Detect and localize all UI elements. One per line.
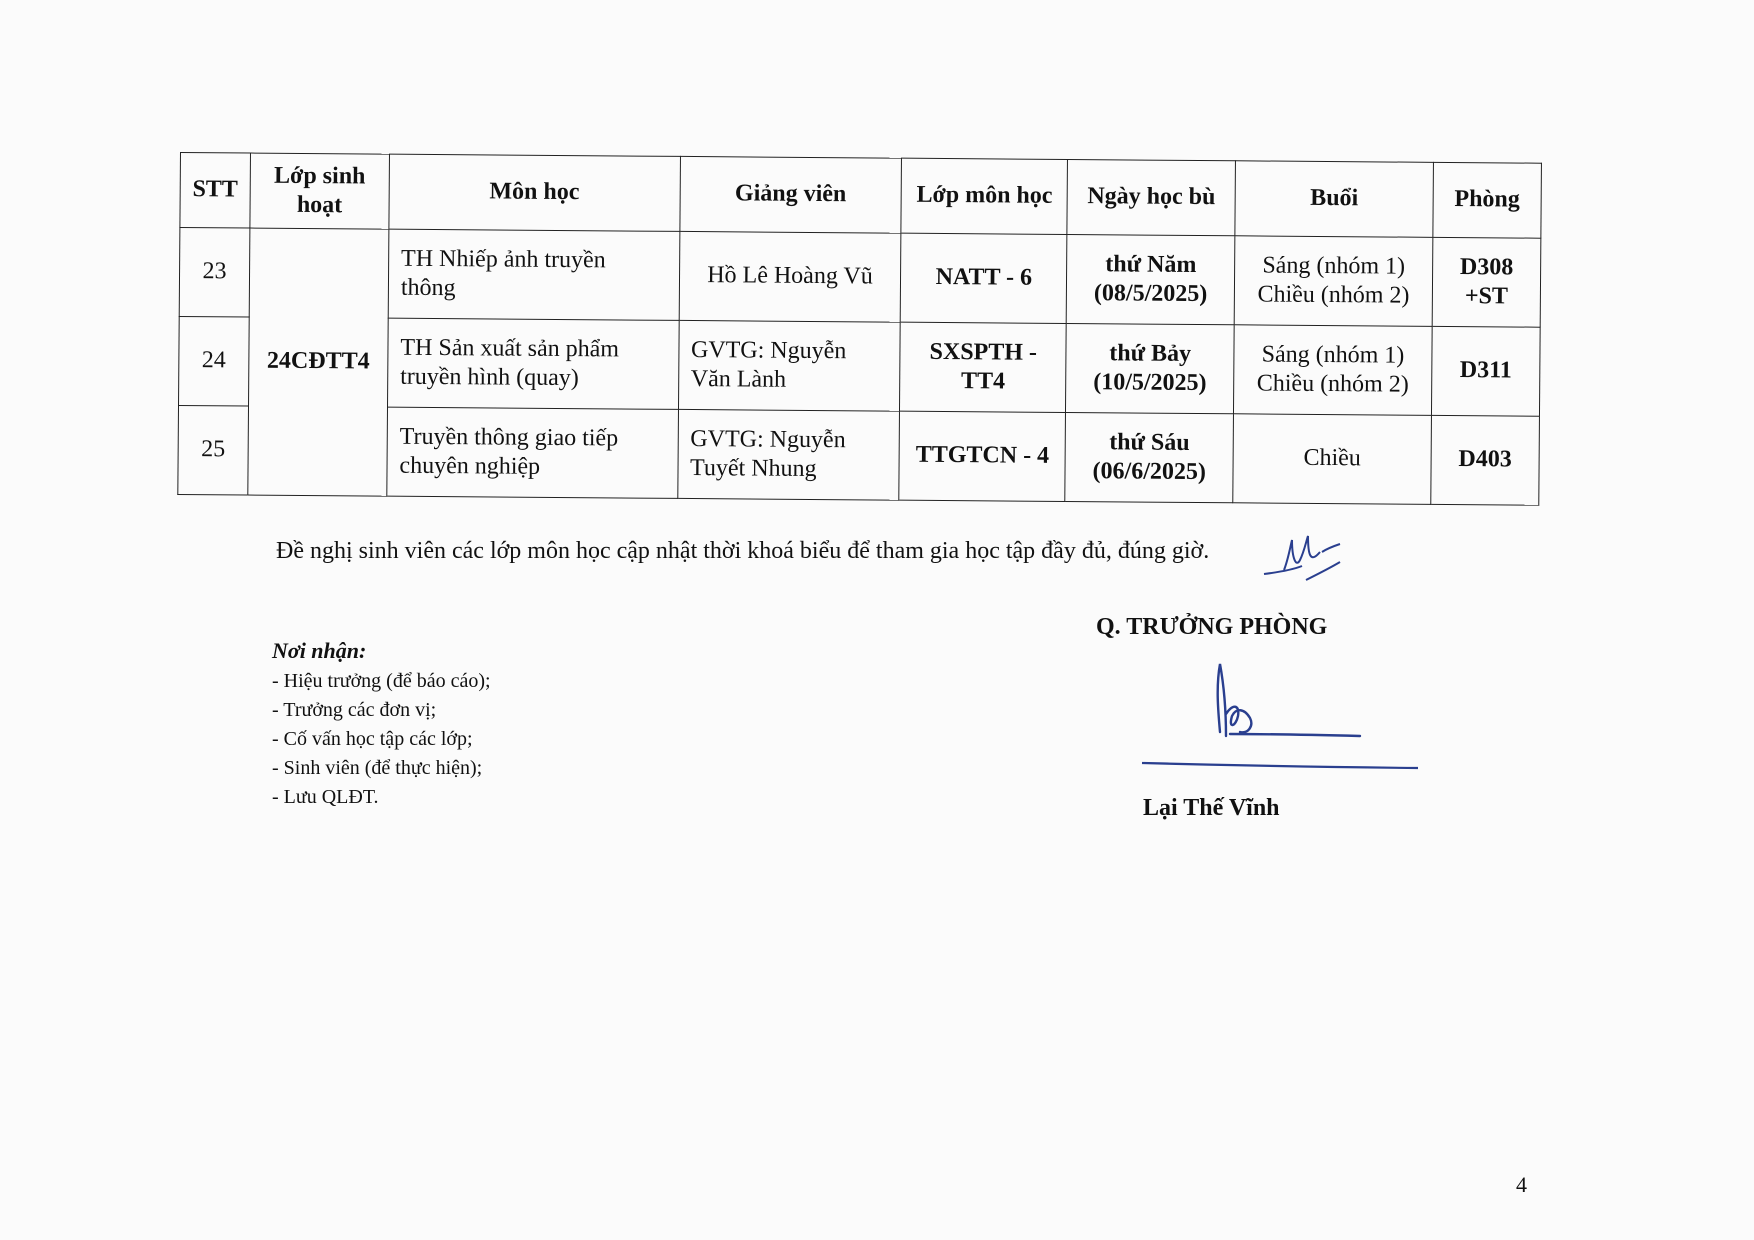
handwritten-signature xyxy=(1140,650,1430,780)
subject-line: chuyên nghiệp xyxy=(399,452,541,480)
cell-course-class xyxy=(900,322,1067,412)
makeup-day: thứ Bảy xyxy=(1109,340,1192,367)
initials-signature xyxy=(1262,530,1342,590)
cell-stt: 23 xyxy=(179,228,250,318)
header-session: Buổi xyxy=(1235,161,1433,238)
cell-course-class xyxy=(901,233,1068,323)
makeup-date: (10/5/2025) xyxy=(1093,369,1207,397)
cell-subject xyxy=(388,229,679,320)
course-line: TTGTCN - 4 xyxy=(915,442,1050,470)
signer-name: Lại Thế Vĩnh xyxy=(1143,795,1280,821)
session-line: Chiều xyxy=(1303,445,1361,472)
cell-lecturer xyxy=(677,409,899,500)
lecturer-line: GVTG: Nguyễn xyxy=(690,336,847,364)
cell-room xyxy=(1431,326,1540,416)
course-line: NATT - 6 xyxy=(935,264,1033,292)
cell-session xyxy=(1234,236,1432,327)
header-subject: Môn học xyxy=(389,154,680,231)
course-line: SXSPTH - xyxy=(929,338,1038,366)
room-line: D403 xyxy=(1458,446,1512,473)
header-lecturer: Giảng viên xyxy=(679,156,901,233)
lecturer-line: Tuyết Nhung xyxy=(690,455,817,483)
cell-makeup-date xyxy=(1066,234,1235,324)
recipients-title: Nơi nhận: xyxy=(272,638,367,663)
recipient-item: - Trưởng các đơn vị; xyxy=(272,699,437,721)
page-number: 4 xyxy=(1516,1172,1527,1197)
subject-line: thông xyxy=(400,274,456,302)
subject-line: truyền hình (quay) xyxy=(400,363,579,392)
makeup-date: (08/5/2025) xyxy=(1093,280,1208,308)
cell-session xyxy=(1233,414,1431,505)
makeup-date: (06/6/2025) xyxy=(1092,458,1207,486)
cell-session xyxy=(1234,325,1432,416)
session-line: Sáng (nhóm 1) xyxy=(1261,341,1405,369)
cell-room xyxy=(1432,237,1541,327)
subject-line: Truyền thông giao tiếp xyxy=(399,423,619,452)
subject-line: TH Nhiếp ảnh truyền xyxy=(401,245,606,274)
schedule-table xyxy=(177,152,1542,506)
cell-subject xyxy=(387,318,678,409)
room-line: D308 xyxy=(1459,253,1514,281)
makeup-day: thứ Năm xyxy=(1105,251,1197,278)
lecturer-line: GVTG: Nguyễn xyxy=(690,425,846,453)
cell-lecturer xyxy=(679,231,901,322)
header-class-group: Lớp sinh hoạt xyxy=(250,153,390,229)
room-line: +ST xyxy=(1464,283,1509,310)
recipient-item: - Sinh viên (để thực hiện); xyxy=(272,757,483,779)
cell-stt: 25 xyxy=(178,405,249,495)
makeup-day: thứ Sáu xyxy=(1109,429,1190,456)
notice-text: Đề nghị sinh viên các lớp môn học cập nhật thời khoá biểu để tham gia học tập đầy đủ, đúng giờ. xyxy=(276,538,1210,564)
course-line: TT4 xyxy=(960,368,1006,395)
cell-stt: 24 xyxy=(179,316,250,406)
cell-makeup-date xyxy=(1066,323,1235,413)
session-line: Chiều (nhóm 2) xyxy=(1257,281,1410,309)
lecturer-line: Hồ Lê Hoàng Vũ xyxy=(707,262,873,290)
cell-room xyxy=(1431,415,1540,505)
header-stt: STT xyxy=(180,153,251,229)
cell-lecturer xyxy=(678,320,900,411)
table-row xyxy=(179,228,1541,328)
lecturer-line: Văn Lành xyxy=(690,366,787,393)
subject-line: TH Sản xuất sản phẩm xyxy=(400,334,620,363)
header-makeup-date: Ngày học bù xyxy=(1067,159,1236,235)
session-line: Chiều (nhóm 2) xyxy=(1256,370,1409,398)
header-course-class: Lớp môn học xyxy=(901,158,1067,234)
recipient-item: - Cố vấn học tập các lớp; xyxy=(272,728,473,750)
cell-subject xyxy=(387,407,678,498)
room-line: D311 xyxy=(1459,357,1512,384)
cell-class-group: 24CĐTT4 xyxy=(248,228,389,496)
header-room: Phòng xyxy=(1433,162,1542,238)
session-line: Sáng (nhóm 1) xyxy=(1262,252,1406,280)
recipients-block xyxy=(272,636,491,812)
signer-title: Q. TRƯỞNG PHÒNG xyxy=(1096,614,1328,640)
recipient-item: - Lưu QLĐT. xyxy=(272,786,379,808)
table-header-row xyxy=(180,153,1542,239)
cell-course-class xyxy=(899,411,1066,501)
cell-makeup-date xyxy=(1065,412,1234,502)
recipient-item: - Hiệu trưởng (để báo cáo); xyxy=(272,670,491,692)
